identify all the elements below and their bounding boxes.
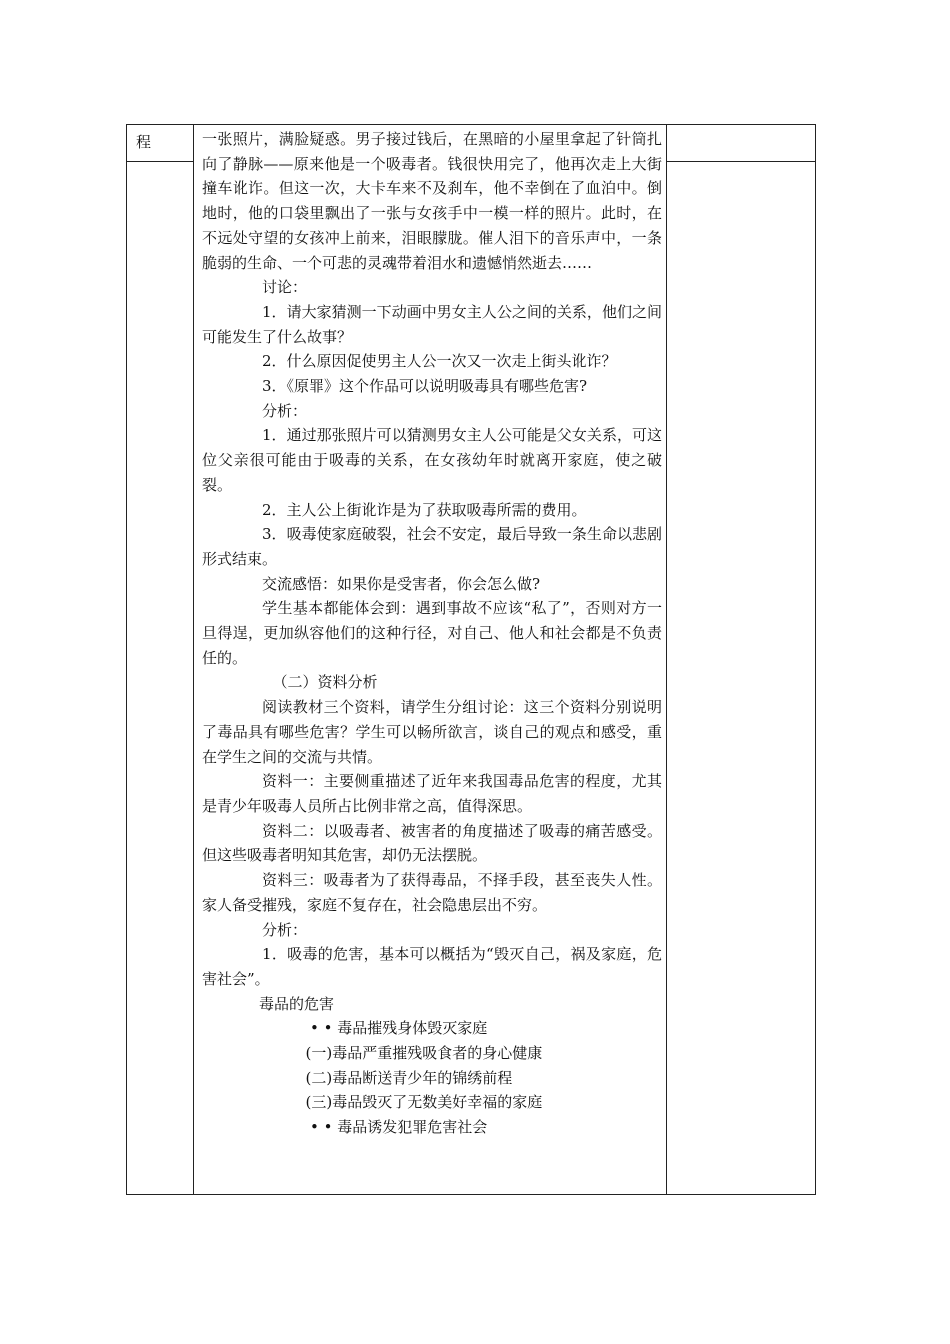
section-heading: （二）资料分析 [272, 673, 378, 692]
lesson-plan-table [126, 124, 816, 1195]
outline-item-3: (三)毒品毁灭了无数美好幸福的家庭 [305, 1093, 543, 1112]
analysis-answer-3: 3．吸毒使家庭破裂，社会不安定，最后导致一条生命以悲剧形式结束。 [202, 525, 662, 568]
analysis-answer-1: 1．通过那张照片可以猜测男女主人公可能是父女关系，可这位父亲很可能由于吸毒的关系，在女孩幼年时就离开家庭，使之破裂。 [202, 426, 662, 494]
outline-point-1: • • 毒品摧残身体毁灭家庭 [310, 1019, 488, 1038]
analysis-2-answer-1: 1．吸毒的危害，基本可以概括为“毁灭自己，祸及家庭，危害社会”。 [202, 945, 662, 988]
analysis-2-label: 分析： [262, 920, 308, 939]
discussion-question-3: 3．《原罪》这个作品可以说明吸毒具有哪些危害? [262, 377, 588, 396]
exchange-answer: 学生基本都能体会到：遇到事故不应该“私了”，否则对方一旦得逞，更加纵容他们的这种行径，对自己、他人和社会都是不负责任的。 [202, 599, 662, 667]
outline-item-2: (二)毒品断送青少年的锦绣前程 [305, 1068, 513, 1087]
discussion-question-1: 1．请大家猜测一下动画中男女主人公之间的关系，他们之间可能发生了什么故事？ [202, 302, 662, 346]
exchange-prompt: 交流感悟：如果你是受害者，你会怎么做? [262, 574, 541, 593]
story-paragraph: 一张照片，满脸疑惑。男子接过钱后，在黑暗的小屋里拿起了针筒扎向了静脉——原来他是一个吸毒者。钱很快用完了，他再次走上大街撞车讹诈。但这一次，大卡车来不及刹车，他不幸倒在了血泊中。倒地时，他的口袋里飘出了一张与女孩手中一模一样的照片。此时，在不远处守望的女孩冲上前来，泪眼朦胧。催人泪下的音乐声中，一条脆弱的生命、一个可悲的灵魂带着泪水和遗憾悄然逝去…… [202, 130, 662, 272]
row-divider-right [666, 161, 815, 162]
section-intro: 阅读教材三个资料，请学生分组讨论：这三个资料分别说明了毒品具有哪些危害？学生可以畅所欲言，谈自己的观点和感受，重在学生之间的交流与共情。 [202, 698, 662, 766]
outline-point-2: • • 毒品诱发犯罪危害社会 [310, 1118, 488, 1137]
column-divider-left [193, 125, 194, 1194]
material-2: 资料二：以吸毒者、被害者的角度描述了吸毒的痛苦感受。但这些吸毒者明知其危害，却仍无法摆脱。 [202, 821, 662, 865]
analysis-label: 分析： [262, 401, 308, 420]
analysis-answer-2: 2．主人公上街讹诈是为了获取吸毒所需的费用。 [262, 500, 587, 519]
content-column [202, 127, 662, 1140]
discussion-question-2: 2．什么原因促使男主人公一次又一次走上街头讹诈？ [262, 352, 617, 371]
column-divider-right [666, 125, 667, 1194]
material-1: 资料一：主要侧重描述了近年来我国毒品危害的程度，尤其是青少年吸毒人员所占比例非常之高，值得深思。 [202, 772, 662, 815]
outline-item-1: (一)毒品严重摧残吸食者的身心健康 [305, 1044, 543, 1063]
left-column-label: 程 [136, 133, 152, 151]
material-3: 资料三：吸毒者为了获得毒品，不择手段，甚至丧失人性。家人备受摧残，家庭不复存在，社会隐患层出不穷。 [202, 871, 662, 914]
row-divider-left [127, 161, 193, 162]
discussion-label: 讨论： [262, 278, 308, 297]
outline-heading: 毒品的危害 [259, 994, 335, 1013]
